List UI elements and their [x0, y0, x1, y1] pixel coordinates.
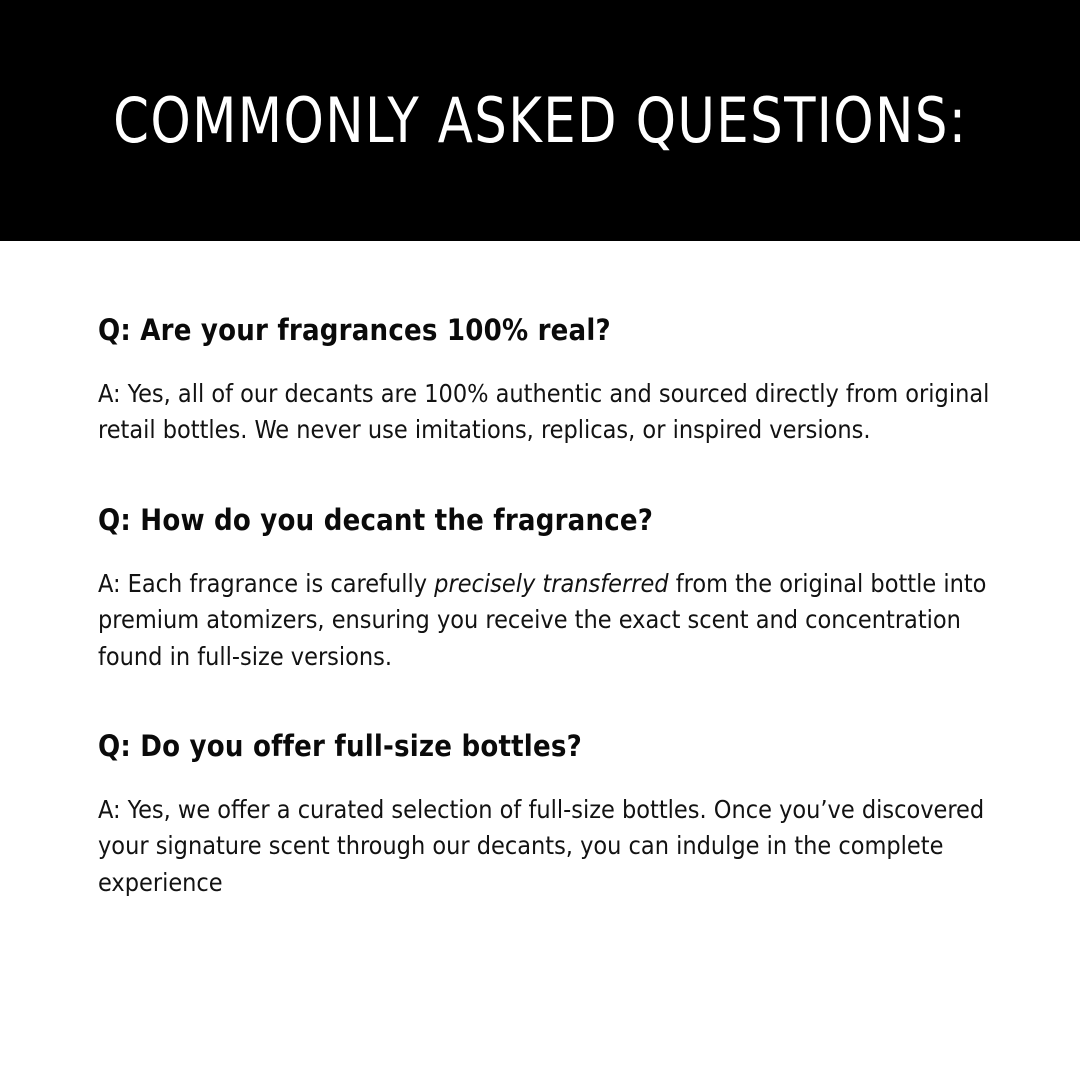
faq-question: Q: Are your fragrances 100% real? [98, 313, 611, 347]
faq-question: Q: Do you offer full-size bottles? [98, 729, 582, 764]
faq-item [98, 313, 1004, 449]
faq-answer-text: A: Yes, we offer a curated selection of full-size bottles. Once you’ve discovered your signature scent through our decants, you can indulge in the complete experience [98, 794, 985, 897]
faq-question: Q: How do you decant the fragrance? [98, 502, 654, 537]
faq-answer [98, 792, 1004, 902]
faq-answer-text: A: Each fragrance is carefully [98, 568, 435, 598]
faq-answer-text: A: Yes, all of our decants are 100% authentic and sourced directly from original retail bottles. We never use imitations, replicas, or inspired versions. [98, 378, 990, 445]
faq-answer [98, 376, 1004, 449]
faq-answer-emphasis: precisely transferred [434, 568, 669, 598]
page-title: COMMONLY ASKED QUESTIONS: [112, 83, 968, 157]
faq-item [98, 503, 1004, 675]
faq-answer-text-cont: from the original bottle into premium atomizers, ensuring you receive the exact scent and concentration found in full-size versions. [98, 568, 987, 671]
faq-answer [98, 566, 1004, 676]
faq-list [0, 241, 1080, 901]
header-banner [0, 0, 1080, 241]
faq-item [98, 729, 1004, 901]
